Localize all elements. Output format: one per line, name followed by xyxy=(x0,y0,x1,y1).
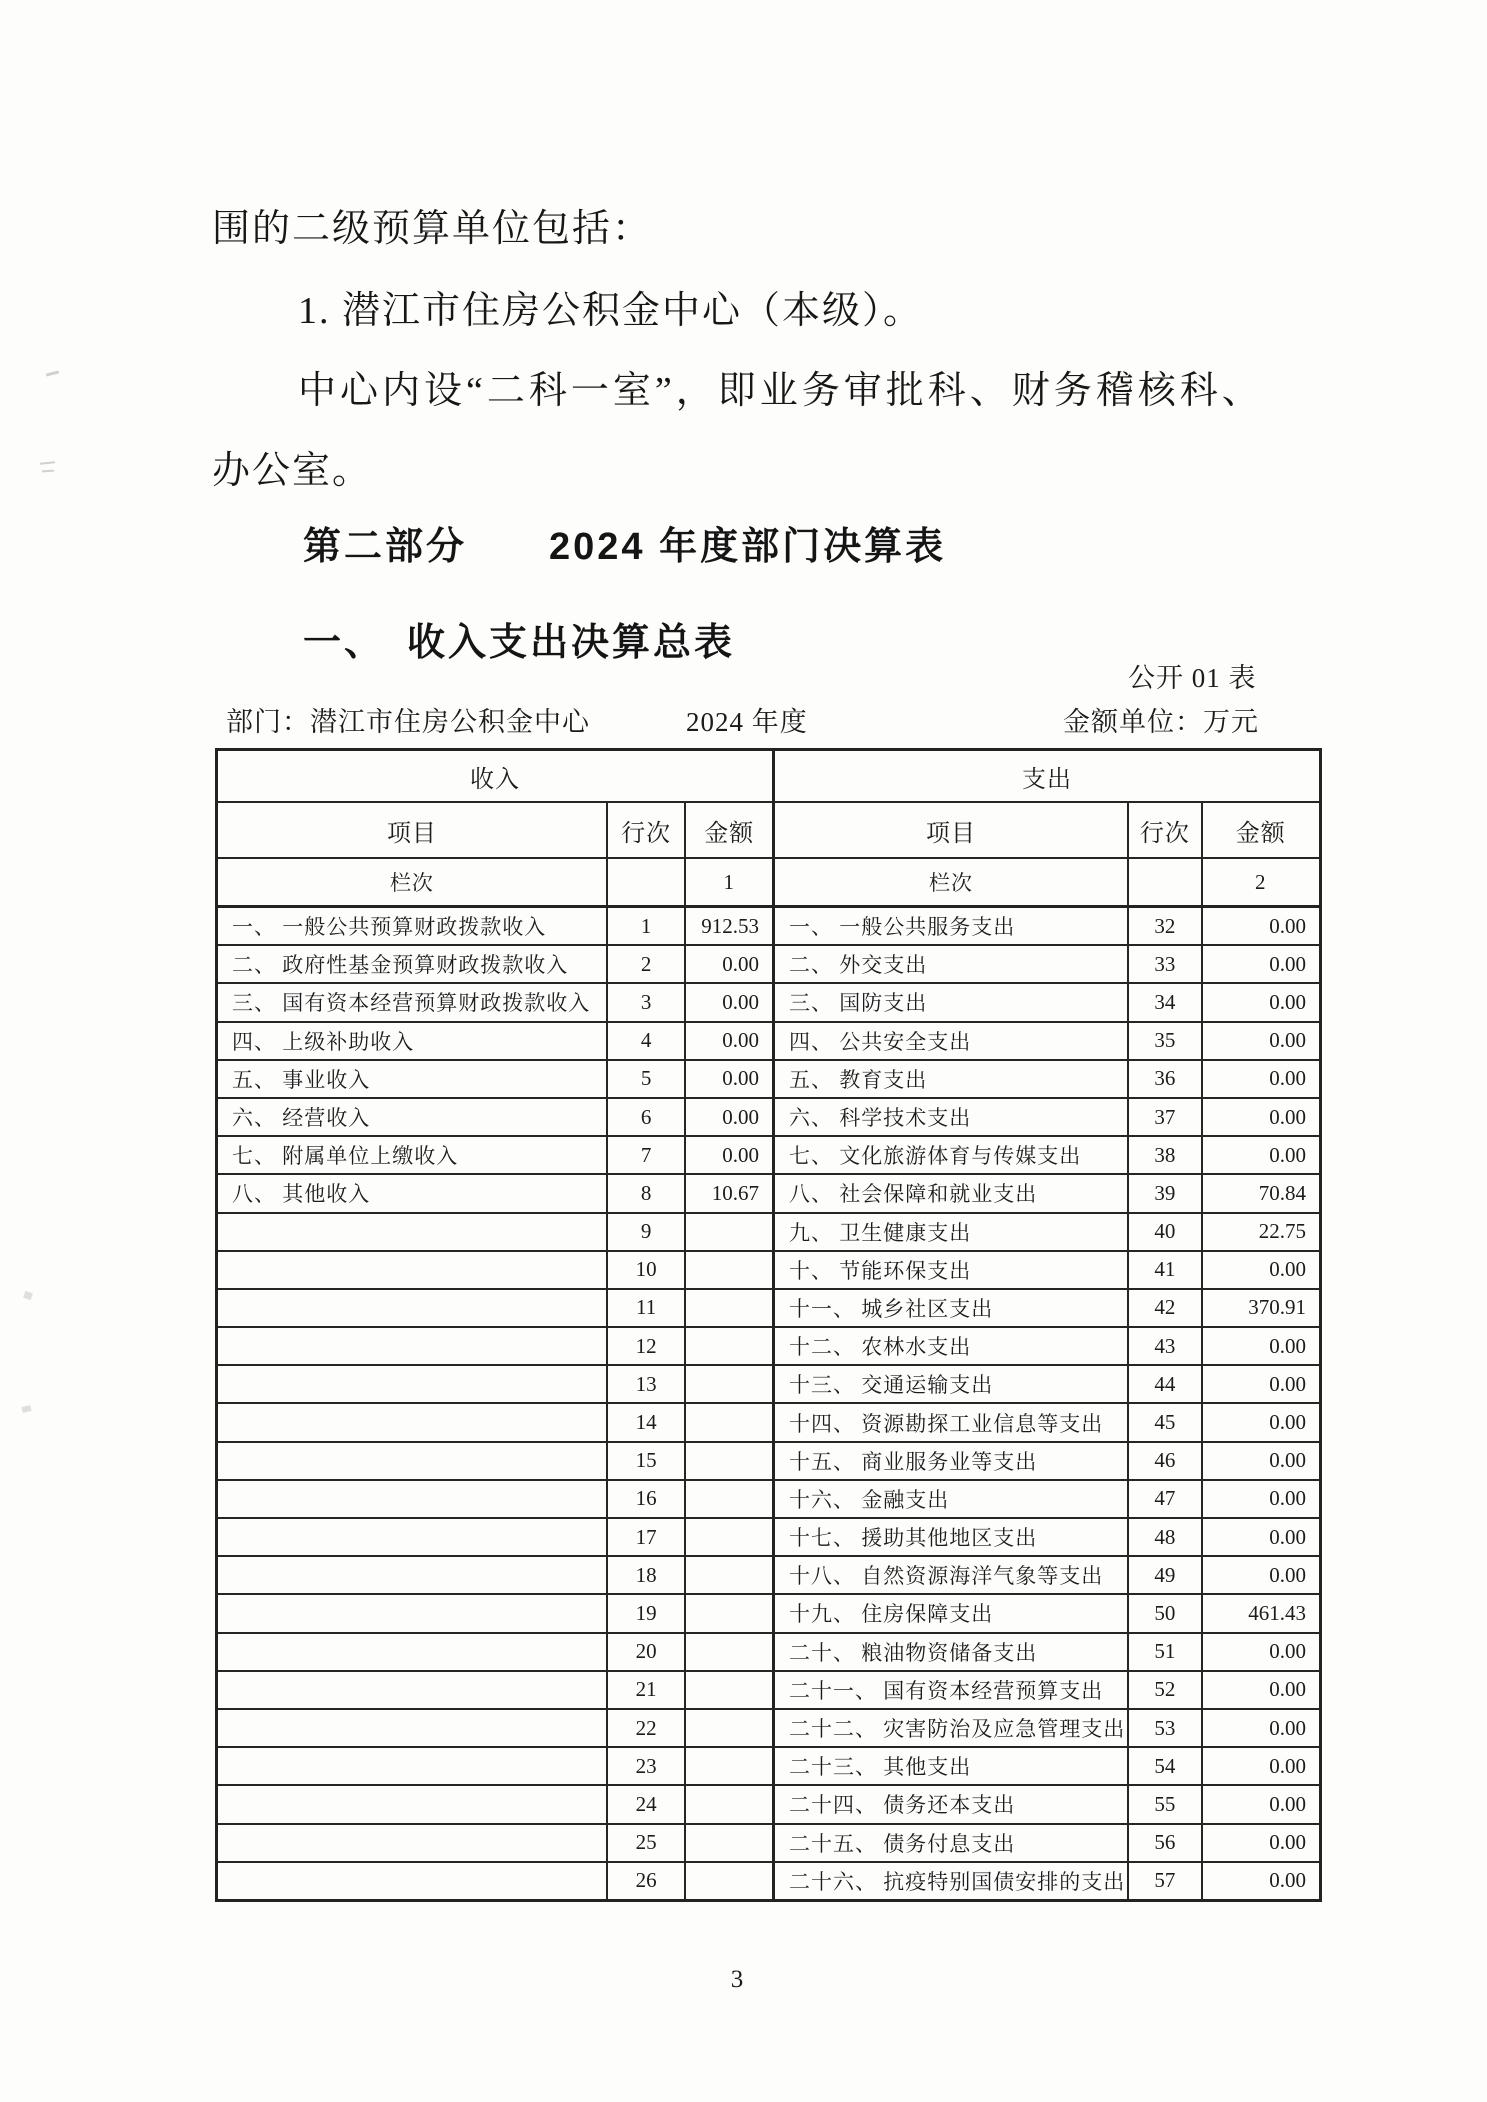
table-body xyxy=(218,908,1319,1899)
expense-amount-cell: 22.75 xyxy=(1258,1219,1306,1244)
income-lanci-label: 栏次 xyxy=(218,859,608,905)
expense-item-cell: 八、 社会保障和就业支出 xyxy=(775,1175,1129,1211)
expense-item-cell: 五、 教育支出 xyxy=(775,1061,1129,1097)
expense-item-cell: 二十二、 灾害防治及应急管理支出 xyxy=(775,1710,1129,1746)
income-item-cell xyxy=(218,1863,608,1899)
income-line-cell: 17 xyxy=(608,1519,687,1555)
income-item-cell xyxy=(218,1366,608,1402)
expense-line-cell: 49 xyxy=(1129,1557,1203,1593)
income-amount-cell xyxy=(686,1214,775,1250)
income-section-header: 收入 xyxy=(218,751,775,801)
income-amount-cell xyxy=(686,1519,775,1555)
table-row xyxy=(218,1595,1319,1633)
income-amount-cell: 10.67 xyxy=(686,1175,775,1211)
income-line-cell: 3 xyxy=(608,984,687,1020)
table-lanci-row xyxy=(218,859,1319,908)
table-row xyxy=(218,1175,1319,1213)
expense-item-column-header: 项目 xyxy=(775,803,1129,857)
income-amount-cell: 0.00 xyxy=(686,946,775,982)
expense-line-cell: 51 xyxy=(1129,1634,1203,1670)
expense-line-cell: 40 xyxy=(1129,1214,1203,1250)
expense-line-cell: 55 xyxy=(1129,1786,1203,1822)
income-line-cell: 21 xyxy=(608,1672,687,1708)
amount-unit-label: 金额单位：万元 xyxy=(1063,707,1259,737)
expense-line-cell: 34 xyxy=(1129,984,1203,1020)
income-line-cell: 25 xyxy=(608,1825,687,1861)
expense-item-cell: 十八、 自然资源海洋气象等支出 xyxy=(775,1557,1129,1593)
expense-item-cell: 四、 公共安全支出 xyxy=(775,1023,1129,1059)
scan-artifact xyxy=(23,1291,33,1300)
income-amount-cell: 0.00 xyxy=(686,1023,775,1059)
income-item-cell: 四、 上级补助收入 xyxy=(218,1023,608,1059)
income-line-cell: 19 xyxy=(608,1595,687,1631)
income-amount-cell xyxy=(686,1328,775,1364)
income-item-cell xyxy=(218,1328,608,1364)
expense-amount-cell: 0.00 xyxy=(1269,1868,1306,1893)
income-item-cell: 六、 经营收入 xyxy=(218,1099,608,1135)
expense-amount-cell: 70.84 xyxy=(1258,1180,1306,1205)
income-item-cell xyxy=(218,1481,608,1517)
expense-line-cell: 36 xyxy=(1129,1061,1203,1097)
body-paragraph: 围的二级预算单位包括： xyxy=(212,208,653,250)
income-amount-cell: 0.00 xyxy=(686,984,775,1020)
income-amount-cell: 0.00 xyxy=(686,1137,775,1173)
expense-item-cell: 九、 卫生健康支出 xyxy=(775,1214,1129,1250)
income-line-cell: 24 xyxy=(608,1786,687,1822)
income-expense-summary-table xyxy=(215,748,1322,1902)
expense-line-cell: 41 xyxy=(1129,1252,1203,1288)
body-paragraph: 中心内设“二科一室”，即业务审批科、财务稽核科、 xyxy=(298,370,1264,412)
income-amount-cell xyxy=(686,1863,775,1899)
income-item-cell xyxy=(218,1519,608,1555)
department-label: 部门：潜江市住房公积金中心 xyxy=(226,707,590,737)
expense-line-cell: 44 xyxy=(1129,1366,1203,1402)
expense-item-cell: 十三、 交通运输支出 xyxy=(775,1366,1129,1402)
income-amount-cell xyxy=(686,1595,775,1631)
expense-amount-cell: 461.43 xyxy=(1248,1600,1306,1625)
income-line-cell: 12 xyxy=(608,1328,687,1364)
table-row xyxy=(218,1786,1319,1824)
income-line-cell: 4 xyxy=(608,1023,687,1059)
income-amount-cell xyxy=(686,1710,775,1746)
income-amount-cell xyxy=(686,1557,775,1593)
expense-line-cell: 46 xyxy=(1129,1443,1203,1479)
income-amount-cell xyxy=(686,1825,775,1861)
expense-lanci-label: 栏次 xyxy=(775,859,1129,905)
income-amount-column-header: 金额 xyxy=(686,803,775,857)
table-row xyxy=(218,1023,1319,1061)
expense-amount-cell: 0.00 xyxy=(1269,1753,1306,1778)
income-amount-cell xyxy=(686,1404,775,1440)
income-amount-cell xyxy=(686,1634,775,1670)
table-row xyxy=(218,1672,1319,1710)
table-section-header-row xyxy=(218,751,1319,803)
expense-amount-cell: 0.00 xyxy=(1269,1410,1306,1435)
expense-item-cell: 七、 文化旅游体育与传媒支出 xyxy=(775,1137,1129,1173)
table-row xyxy=(218,1634,1319,1672)
income-item-cell xyxy=(218,1595,608,1631)
table-column-header-row xyxy=(218,803,1319,859)
income-amount-cell xyxy=(686,1366,775,1402)
expense-line-cell: 57 xyxy=(1129,1863,1203,1899)
income-item-cell: 八、 其他收入 xyxy=(218,1175,608,1211)
expense-amount-cell: 0.00 xyxy=(1269,1639,1306,1664)
expense-item-cell: 二十一、 国有资本经营预算支出 xyxy=(775,1672,1129,1708)
empty-cell xyxy=(1129,859,1203,905)
income-amount-cell xyxy=(686,1748,775,1784)
expense-item-cell: 二、 外交支出 xyxy=(775,946,1129,982)
expense-amount-cell: 0.00 xyxy=(1269,1333,1306,1358)
income-amount-cell xyxy=(686,1443,775,1479)
expense-item-cell: 二十三、 其他支出 xyxy=(775,1748,1129,1784)
expense-amount-cell: 0.00 xyxy=(1269,1791,1306,1816)
expense-amount-cell: 0.00 xyxy=(1269,1524,1306,1549)
expense-amount-cell: 0.00 xyxy=(1269,1104,1306,1129)
table-row xyxy=(218,1863,1319,1899)
income-amount-cell: 0.00 xyxy=(686,1061,775,1097)
expense-amount-cell: 0.00 xyxy=(1269,1486,1306,1511)
table-row xyxy=(218,984,1319,1022)
income-amount-cell xyxy=(686,1252,775,1288)
expense-amount-cell: 0.00 xyxy=(1269,913,1306,938)
income-line-cell: 7 xyxy=(608,1137,687,1173)
expense-amount-cell: 0.00 xyxy=(1269,1028,1306,1053)
expense-amount-cell: 0.00 xyxy=(1269,989,1306,1014)
income-line-cell: 2 xyxy=(608,946,687,982)
page-number: 3 xyxy=(730,1966,744,1993)
expense-amount-cell: 0.00 xyxy=(1269,951,1306,976)
body-paragraph: 办公室。 xyxy=(212,450,373,492)
table-row xyxy=(218,1519,1319,1557)
expense-item-cell: 十四、 资源勘探工业信息等支出 xyxy=(775,1404,1129,1440)
table-row xyxy=(218,946,1319,984)
expense-item-cell: 十七、 援助其他地区支出 xyxy=(775,1519,1129,1555)
expense-amount-cell: 0.00 xyxy=(1269,1142,1306,1167)
expense-amount-cell: 0.00 xyxy=(1269,1562,1306,1587)
table-row xyxy=(218,1404,1319,1442)
table-row xyxy=(218,1748,1319,1786)
expense-line-cell: 56 xyxy=(1129,1825,1203,1861)
income-line-cell: 15 xyxy=(608,1443,687,1479)
table-row xyxy=(218,1710,1319,1748)
expense-line-cell: 53 xyxy=(1129,1710,1203,1746)
income-column-number: 1 xyxy=(686,859,775,905)
expense-amount-cell: 0.00 xyxy=(1269,1677,1306,1702)
table-row xyxy=(218,908,1319,946)
expense-item-cell: 十二、 农林水支出 xyxy=(775,1328,1129,1364)
body-paragraph: 1. 潜江市住房公积金中心（本级）。 xyxy=(298,290,924,332)
income-item-cell xyxy=(218,1404,608,1440)
income-amount-cell: 912.53 xyxy=(686,908,775,944)
expense-item-cell: 六、 科学技术支出 xyxy=(775,1099,1129,1135)
income-line-cell: 10 xyxy=(608,1252,687,1288)
expense-line-cell: 35 xyxy=(1129,1023,1203,1059)
expense-line-cell: 42 xyxy=(1129,1290,1203,1326)
income-item-cell xyxy=(218,1443,608,1479)
expense-item-cell: 一、 一般公共服务支出 xyxy=(775,908,1129,944)
table-row xyxy=(218,1366,1319,1404)
income-amount-cell xyxy=(686,1786,775,1822)
income-line-cell: 20 xyxy=(608,1634,687,1670)
income-item-cell xyxy=(218,1786,608,1822)
expense-column-number: 2 xyxy=(1255,869,1267,894)
expense-amount-cell: 0.00 xyxy=(1269,1257,1306,1282)
expense-amount-cell: 0.00 xyxy=(1269,1448,1306,1473)
fiscal-year-label: 2024 年度 xyxy=(686,707,808,737)
income-item-cell xyxy=(218,1252,608,1288)
income-item-cell xyxy=(218,1748,608,1784)
scan-artifact xyxy=(40,461,55,465)
income-line-cell: 26 xyxy=(608,1863,687,1899)
expense-line-cell: 37 xyxy=(1129,1099,1203,1135)
expense-line-cell: 38 xyxy=(1129,1137,1203,1173)
expense-line-cell: 39 xyxy=(1129,1175,1203,1211)
income-amount-cell xyxy=(686,1672,775,1708)
table-row xyxy=(218,1290,1319,1328)
empty-cell xyxy=(608,859,687,905)
income-line-cell: 22 xyxy=(608,1710,687,1746)
income-item-cell xyxy=(218,1557,608,1593)
table-row xyxy=(218,1061,1319,1099)
income-amount-cell xyxy=(686,1481,775,1517)
part-heading: 第二部分 2024 年度部门决算表 xyxy=(303,526,947,568)
expense-line-cell: 48 xyxy=(1129,1519,1203,1555)
expense-line-column-header: 行次 xyxy=(1129,803,1203,857)
income-item-cell xyxy=(218,1214,608,1250)
expense-item-cell: 十五、 商业服务业等支出 xyxy=(775,1443,1129,1479)
table-row xyxy=(218,1137,1319,1175)
expense-line-cell: 43 xyxy=(1129,1328,1203,1364)
section-heading: 一、 收入支出决算总表 xyxy=(303,622,736,664)
table-row xyxy=(218,1825,1319,1863)
expense-amount-cell: 0.00 xyxy=(1269,1371,1306,1396)
expense-section-header: 支出 xyxy=(1021,766,1072,793)
income-item-cell: 二、 政府性基金预算财政拨款收入 xyxy=(218,946,608,982)
income-item-cell xyxy=(218,1672,608,1708)
income-item-cell xyxy=(218,1290,608,1326)
scan-artifact xyxy=(21,1405,31,1413)
income-line-cell: 9 xyxy=(608,1214,687,1250)
income-line-cell: 16 xyxy=(608,1481,687,1517)
table-row xyxy=(218,1252,1319,1290)
expense-item-cell: 二十、 粮油物资储备支出 xyxy=(775,1634,1129,1670)
income-line-cell: 23 xyxy=(608,1748,687,1784)
expense-item-cell: 十六、 金融支出 xyxy=(775,1481,1129,1517)
income-item-cell xyxy=(218,1634,608,1670)
expense-line-cell: 32 xyxy=(1129,908,1203,944)
expense-item-cell: 十、 节能环保支出 xyxy=(775,1252,1129,1288)
table-row xyxy=(218,1099,1319,1137)
table-row xyxy=(218,1214,1319,1252)
expense-item-cell: 二十六、 抗疫特别国债安排的支出 xyxy=(775,1863,1129,1899)
expense-amount-cell: 370.91 xyxy=(1248,1295,1306,1320)
income-line-cell: 13 xyxy=(608,1366,687,1402)
expense-line-cell: 50 xyxy=(1129,1595,1203,1631)
income-line-cell: 18 xyxy=(608,1557,687,1593)
expense-line-cell: 33 xyxy=(1129,946,1203,982)
expense-amount-column-header: 金额 xyxy=(1235,820,1286,847)
income-line-cell: 11 xyxy=(608,1290,687,1326)
income-line-cell: 14 xyxy=(608,1404,687,1440)
expense-item-cell: 二十五、 债务付息支出 xyxy=(775,1825,1129,1861)
table-row xyxy=(218,1481,1319,1519)
expense-amount-cell: 0.00 xyxy=(1269,1830,1306,1855)
income-item-cell: 三、 国有资本经营预算财政拨款收入 xyxy=(218,984,608,1020)
scan-artifact xyxy=(46,370,59,376)
expense-item-cell: 二十四、 债务还本支出 xyxy=(775,1786,1129,1822)
income-line-cell: 1 xyxy=(608,908,687,944)
expense-item-cell: 三、 国防支出 xyxy=(775,984,1129,1020)
income-line-cell: 5 xyxy=(608,1061,687,1097)
income-item-cell: 五、 事业收入 xyxy=(218,1061,608,1097)
income-line-cell: 8 xyxy=(608,1175,687,1211)
expense-line-cell: 54 xyxy=(1129,1748,1203,1784)
income-line-column-header: 行次 xyxy=(608,803,687,857)
table-row xyxy=(218,1328,1319,1366)
table-number-label: 公开 01 表 xyxy=(1128,663,1257,693)
income-item-cell: 七、 附属单位上缴收入 xyxy=(218,1137,608,1173)
expense-amount-cell: 0.00 xyxy=(1269,1715,1306,1740)
expense-line-cell: 52 xyxy=(1129,1672,1203,1708)
table-row xyxy=(218,1443,1319,1481)
income-amount-cell xyxy=(686,1290,775,1326)
expense-item-cell: 十一、 城乡社区支出 xyxy=(775,1290,1129,1326)
income-item-cell xyxy=(218,1825,608,1861)
income-line-cell: 6 xyxy=(608,1099,687,1135)
income-item-cell xyxy=(218,1710,608,1746)
expense-item-cell: 十九、 住房保障支出 xyxy=(775,1595,1129,1631)
table-row xyxy=(218,1557,1319,1595)
scan-artifact xyxy=(42,470,54,473)
expense-line-cell: 45 xyxy=(1129,1404,1203,1440)
income-amount-cell: 0.00 xyxy=(686,1099,775,1135)
income-item-column-header: 项目 xyxy=(218,803,608,857)
expense-line-cell: 47 xyxy=(1129,1481,1203,1517)
income-item-cell: 一、 一般公共预算财政拨款收入 xyxy=(218,908,608,944)
expense-amount-cell: 0.00 xyxy=(1269,1066,1306,1091)
